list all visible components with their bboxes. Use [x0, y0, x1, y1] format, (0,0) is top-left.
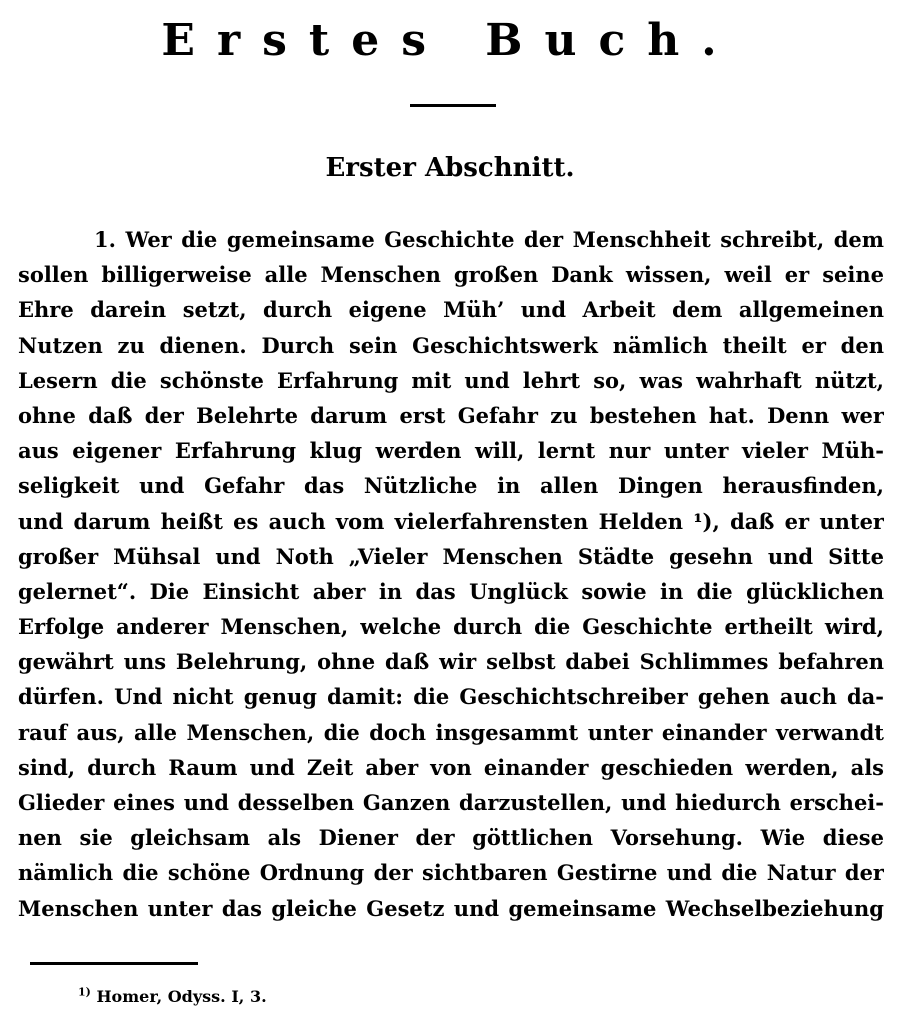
text-line: nen sie gleichsam als Diener der göttlichen Vorsehung. Wie diese: [18, 825, 884, 851]
text-line: Lesern die schönste Erfahrung mit und lehrt so, was wahrhaft nützt,: [18, 367, 884, 393]
title-divider: [410, 104, 496, 107]
footnote-text: Homer, Odyss. I, 3.: [96, 987, 267, 1006]
text-line: dürfen. Und nicht genug damit: die Geschichtschreiber gehen auch da-: [18, 684, 884, 710]
book-title: Erstes Buch.: [161, 15, 739, 66]
text-line: Erfolge anderer Menschen, welche durch die Geschichte ertheilt wird,: [18, 614, 884, 640]
text-line: seligkeit und Gefahr das Nützliche in allen Dingen herausfinden,: [18, 473, 884, 499]
section-title: Erster Abschnitt.: [325, 153, 575, 183]
text-line: aus eigener Erfahrung klug werden will, lernt nur unter vieler Müh-: [18, 438, 884, 464]
text-line: 1. Wer die gemeinsame Geschichte der Menschheit schreibt, dem: [94, 227, 884, 252]
text-line: und darum heißt es auch vom vielerfahrensten Helden ¹), daß er unter: [18, 508, 884, 534]
text-line: ohne daß der Belehrte darum erst Gefahr zu bestehen hat. Denn wer: [18, 402, 884, 428]
footnote: [78, 985, 267, 1009]
text-line: Menschen unter das gleiche Gesetz und gemeinsame Wechselbeziehung: [18, 895, 884, 921]
text-line: Glieder eines und desselben Ganzen darzustellen, und hiedurch erschei-: [18, 790, 884, 815]
footnote-divider: [30, 962, 198, 965]
text-line: sollen billigerweise alle Menschen großen Dank wissen, weil er seine: [18, 262, 884, 288]
body-paragraph: [18, 222, 884, 926]
text-line: großer Mühsal und Noth „Vieler Menschen Städte gesehn und Sitte: [18, 543, 884, 569]
text-line: rauf aus, alle Menschen, die doch insgesammt unter einander verwandt: [18, 719, 884, 745]
text-line: Nutzen zu dienen. Durch sein Geschichtswerk nämlich theilt er den: [18, 332, 884, 358]
text-line: gelernet“. Die Einsicht aber in das Unglück sowie in die glücklichen: [18, 578, 884, 604]
text-line: sind, durch Raum und Zeit aber von einander geschieden werden, als: [18, 754, 884, 780]
text-line: Ehre darein setzt, durch eigene Müh’ und Arbeit dem allgemeinen: [18, 297, 884, 323]
footnote-marker: 1): [78, 985, 91, 999]
text-line: nämlich die schöne Ordnung der sichtbaren Gestirne und die Natur der: [18, 860, 884, 886]
text-line: gewährt uns Belehrung, ohne daß wir selbst dabei Schlimmes befahren: [18, 649, 884, 675]
